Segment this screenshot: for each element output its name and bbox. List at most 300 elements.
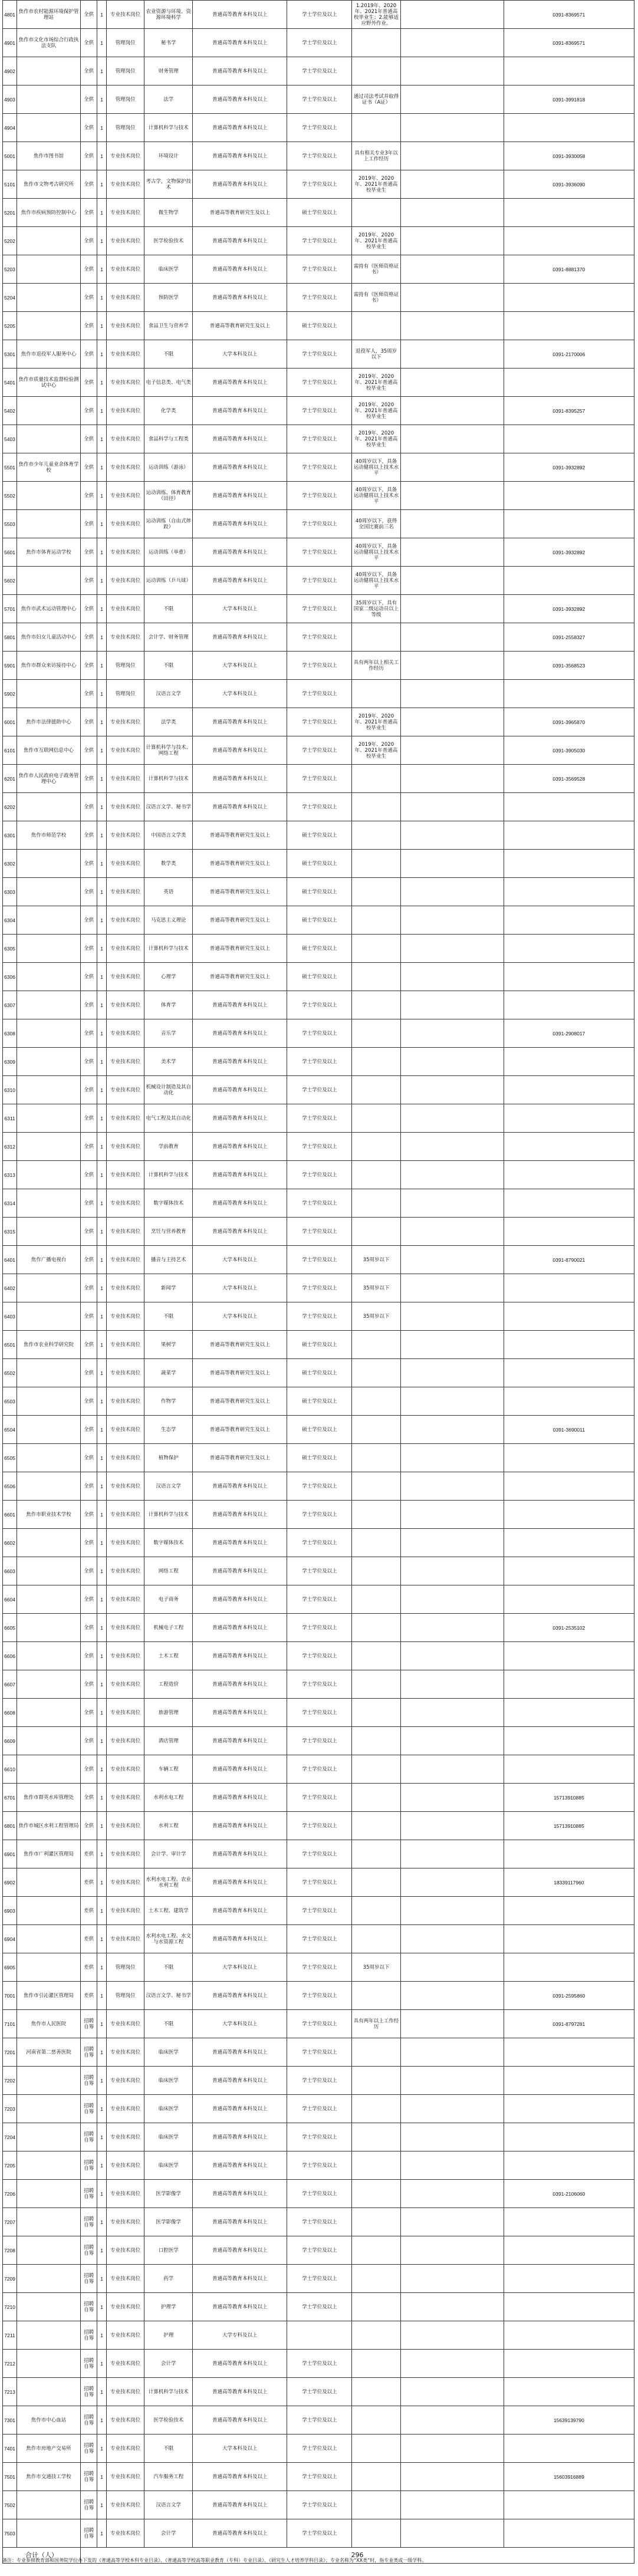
cell-count: 1: [97, 821, 107, 850]
table-row: [3, 1274, 634, 1302]
cell-kind: 全供: [81, 1614, 97, 1642]
cell-code: 5403: [3, 425, 17, 453]
cell-code: 4904: [3, 114, 17, 142]
cell-code: 5801: [3, 623, 17, 652]
cell-count: 1: [97, 2067, 107, 2095]
cell-major: 普通高等教育研究生及以上: [193, 199, 287, 227]
cell-major: 普通高等教育本科及以上: [193, 1868, 287, 1897]
cell-category: 专业技术岗位: [107, 482, 144, 510]
cell-category: 专业技术岗位: [107, 567, 144, 595]
cell-degree: [352, 2321, 400, 2350]
cell-phone: [504, 1840, 634, 1868]
cell-degree: [352, 878, 400, 906]
cell-category: 管理岗位: [107, 85, 144, 114]
cell-degree: [352, 680, 400, 708]
cell-kind: 全供: [81, 680, 97, 708]
footnote: 备注：专业参照教育部和国务院学位办下发的《普通高等学校本科专业目录》、《普通高等学校高等职业教育（专科）专业目录》、《研究生人才培养学科目录》；专业名称为“XX类”时，指专业类或一级学科。: [2, 2558, 427, 2563]
cell-other: [400, 1246, 504, 1274]
cell-category: 管理岗位: [107, 680, 144, 708]
cell-unit: [17, 85, 81, 114]
cell-category: 专业技术岗位: [107, 935, 144, 963]
cell-major: 普通高等教育本科及以上: [193, 1104, 287, 1133]
cell-major: 普通高等教育本科及以上: [193, 765, 287, 793]
cell-education: 学士学位及以上: [287, 2265, 352, 2293]
cell-count: 1: [97, 1359, 107, 1387]
cell-post: 新闻学: [144, 1274, 193, 1302]
cell-post: 化学类: [144, 397, 193, 425]
cell-post: 不限: [144, 2434, 193, 2463]
cell-code: 6602: [3, 1529, 17, 1557]
cell-education: 学士学位及以上: [287, 284, 352, 312]
cell-post: 心理学: [144, 963, 193, 991]
cell-unit: 焦作市妇女儿童活动中心: [17, 623, 81, 652]
cell-post: 运动训练（举重）: [144, 538, 193, 567]
cell-degree: 40周岁以下，具备运动健将以上技术水平: [352, 567, 400, 595]
cell-other: [400, 1076, 504, 1104]
table-row: [3, 2463, 634, 2491]
cell-degree: 2019年、2020年、2021年普通高校毕业生: [352, 736, 400, 765]
cell-degree: [352, 1614, 400, 1642]
cell-unit: 焦作市引沁灌区管理局: [17, 1982, 81, 2010]
cell-education: 学士学位及以上: [287, 453, 352, 482]
table-row: [3, 2151, 634, 2180]
table-row: [3, 1218, 634, 1246]
cell-post: 临床医学: [144, 2151, 193, 2180]
cell-count: 1: [97, 991, 107, 1019]
cell-degree: [352, 1019, 400, 1048]
table-row: [3, 850, 634, 878]
table-row: [3, 652, 634, 680]
cell-phone: 15603916889: [504, 2463, 634, 2491]
cell-post: 医学影像学: [144, 2180, 193, 2208]
cell-degree: [352, 2123, 400, 2151]
cell-unit: [17, 114, 81, 142]
cell-education: 学士学位及以上: [287, 29, 352, 57]
table-row: [3, 1642, 634, 1670]
cell-count: 1: [97, 963, 107, 991]
cell-phone: [504, 1302, 634, 1331]
cell-other: [400, 2236, 504, 2265]
table-row: [3, 1868, 634, 1897]
cell-kind: 全供: [81, 1161, 97, 1189]
cell-other: [400, 1444, 504, 1472]
cell-education: 学士学位及以上: [287, 1897, 352, 1925]
cell-other: [400, 340, 504, 369]
table-row: [3, 1925, 634, 1953]
cell-degree: [352, 2038, 400, 2067]
cell-education: 学士学位及以上: [287, 2151, 352, 2180]
cell-phone: 0391-8797281: [504, 2010, 634, 2038]
cell-education: 学士学位及以上: [287, 1076, 352, 1104]
cell-major: 普通高等教育研究生及以上: [193, 312, 287, 340]
cell-education: 学士学位及以上: [287, 680, 352, 708]
cell-kind: 招聘自筹: [81, 2265, 97, 2293]
table-row: [3, 1076, 634, 1104]
cell-major: 普通高等教育本科及以上: [193, 2378, 287, 2406]
cell-code: 7208: [3, 2236, 17, 2265]
cell-category: 专业技术岗位: [107, 1840, 144, 1868]
cell-kind: 招聘自筹: [81, 2067, 97, 2095]
cell-count: 1: [97, 1840, 107, 1868]
cell-education: [287, 2321, 352, 2350]
cell-phone: [504, 1670, 634, 1699]
cell-other: [400, 538, 504, 567]
cell-major: 普通高等教育本科及以上: [193, 114, 287, 142]
cell-major: 普通高等教育本科及以上: [193, 142, 287, 170]
cell-major: 普通高等教育本科及以上: [193, 538, 287, 567]
cell-category: 专业技术岗位: [107, 2350, 144, 2378]
cell-code: 7201: [3, 2038, 17, 2067]
cell-major: 普通高等教育本科及以上: [193, 991, 287, 1019]
cell-other: [400, 1359, 504, 1387]
cell-category: 管理岗位: [107, 29, 144, 57]
cell-major: 普通高等教育本科及以上: [193, 369, 287, 397]
cell-kind: 全供: [81, 1755, 97, 1784]
cell-other: [400, 482, 504, 510]
cell-education: 学士学位及以上: [287, 482, 352, 510]
cell-education: 学士学位及以上: [287, 1614, 352, 1642]
cell-other: [400, 142, 504, 170]
cell-other: [400, 1840, 504, 1868]
total-label: 合计（人）: [3, 2548, 81, 2564]
cell-unit: [17, 1359, 81, 1387]
cell-code: 7211: [3, 2321, 17, 2350]
cell-phone: 0391-8369571: [504, 1, 634, 29]
cell-post: 音乐学: [144, 1019, 193, 1048]
cell-code: 7210: [3, 2293, 17, 2321]
cell-major: 普通高等教育本科及以上: [193, 29, 287, 57]
table-row: [3, 2378, 634, 2406]
cell-post: 临床医学: [144, 2038, 193, 2067]
cell-other: [400, 963, 504, 991]
cell-category: 专业技术岗位: [107, 1812, 144, 1840]
cell-code: 6501: [3, 1331, 17, 1359]
cell-post: 考古学，文物保护技术: [144, 170, 193, 199]
cell-kind: 全供: [81, 878, 97, 906]
cell-code: 5101: [3, 170, 17, 199]
cell-count: 1: [97, 482, 107, 510]
cell-phone: [504, 1642, 634, 1670]
cell-code: 5401: [3, 369, 17, 397]
cell-major: 普通高等教育本科及以上: [193, 1812, 287, 1840]
cell-count: 1: [97, 1218, 107, 1246]
cell-count: 1: [97, 1982, 107, 2010]
cell-code: 5001: [3, 142, 17, 170]
cell-count: 1: [97, 1953, 107, 1982]
cell-kind: 差供: [81, 1953, 97, 1982]
cell-other: [400, 736, 504, 765]
cell-code: 5203: [3, 255, 17, 284]
cell-code: 6302: [3, 850, 17, 878]
cell-degree: [352, 2265, 400, 2293]
cell-post: 不限: [144, 2010, 193, 2038]
table-row: [3, 623, 634, 652]
cell-category: 专业技术岗位: [107, 340, 144, 369]
cell-education: 学士学位及以上: [287, 793, 352, 821]
cell-education: 学士学位及以上: [287, 1642, 352, 1670]
cell-degree: 40周岁以下，具备运动健将以上技术水平: [352, 538, 400, 567]
cell-phone: [504, 2151, 634, 2180]
cell-unit: 焦作市职业技术学校: [17, 1501, 81, 1529]
cell-category: 专业技术岗位: [107, 1218, 144, 1246]
cell-degree: [352, 1529, 400, 1557]
cell-count: 1: [97, 1444, 107, 1472]
cell-post: 计算机科学与技术、网络工程: [144, 736, 193, 765]
cell-other: [400, 906, 504, 935]
cell-other: [400, 1642, 504, 1670]
cell-kind: 全供: [81, 623, 97, 652]
table-row: [3, 227, 634, 255]
cell-major: 普通高等教育研究生及以上: [193, 1387, 287, 1416]
table-row: [3, 1444, 634, 1472]
cell-code: 6901: [3, 1840, 17, 1868]
cell-post: 机械电子工程: [144, 1614, 193, 1642]
cell-other: [400, 1699, 504, 1727]
cell-count: 1: [97, 652, 107, 680]
cell-degree: [352, 1897, 400, 1925]
cell-category: 专业技术岗位: [107, 1755, 144, 1784]
cell-kind: 全供: [81, 340, 97, 369]
cell-category: 专业技术岗位: [107, 1727, 144, 1755]
cell-major: 普通高等教育本科及以上: [193, 2463, 287, 2491]
cell-major: 普通高等教育本科及以上: [193, 1501, 287, 1529]
cell-post: 汉语言文学: [144, 2491, 193, 2519]
cell-code: 7401: [3, 2434, 17, 2463]
cell-count: 1: [97, 1925, 107, 1953]
cell-major: 普通高等教育本科及以上: [193, 255, 287, 284]
cell-code: 6314: [3, 1189, 17, 1218]
cell-unit: 焦作市武术运动管理中心: [17, 595, 81, 623]
table-row: [3, 2406, 634, 2434]
cell-kind: 全供: [81, 991, 97, 1019]
cell-category: 专业技术岗位: [107, 538, 144, 567]
cell-unit: [17, 1444, 81, 1472]
cell-count: 1: [97, 595, 107, 623]
cell-category: 专业技术岗位: [107, 2010, 144, 2038]
cell-degree: [352, 1784, 400, 1812]
cell-count: 1: [97, 510, 107, 538]
cell-category: 专业技术岗位: [107, 510, 144, 538]
cell-major: 普通高等教育研究生及以上: [193, 1359, 287, 1387]
cell-education: 学士学位及以上: [287, 1302, 352, 1331]
cell-degree: [352, 1557, 400, 1585]
cell-kind: 全供: [81, 1784, 97, 1812]
cell-post: 计算机科学与技术: [144, 1161, 193, 1189]
cell-unit: [17, 1472, 81, 1501]
cell-unit: [17, 1699, 81, 1727]
cell-category: 管理岗位: [107, 652, 144, 680]
cell-unit: 焦作市质量技术监督检验测试中心: [17, 369, 81, 397]
cell-kind: 全供: [81, 963, 97, 991]
table-row: [3, 1189, 634, 1218]
cell-degree: [352, 2350, 400, 2378]
cell-degree: [352, 1925, 400, 1953]
cell-post: 会计学: [144, 2519, 193, 2548]
cell-other: [400, 57, 504, 85]
cell-other: [400, 821, 504, 850]
cell-education: 学士学位及以上: [287, 2378, 352, 2406]
cell-unit: 焦作市文物考古研究所: [17, 170, 81, 199]
cell-unit: [17, 1019, 81, 1048]
cell-phone: 0391-8395257: [504, 397, 634, 425]
total-value: 296: [81, 2548, 634, 2564]
cell-kind: 招聘自筹: [81, 2038, 97, 2067]
cell-kind: 招聘自筹: [81, 2095, 97, 2123]
table-row: [3, 2208, 634, 2236]
cell-category: 专业技术岗位: [107, 1529, 144, 1557]
cell-phone: [504, 680, 634, 708]
cell-post: 运动训练、体育教育（田径）: [144, 482, 193, 510]
cell-other: [400, 2038, 504, 2067]
cell-phone: [504, 567, 634, 595]
cell-code: 5202: [3, 227, 17, 255]
cell-category: 专业技术岗位: [107, 1614, 144, 1642]
cell-education: 学士学位及以上: [287, 567, 352, 595]
cell-post: 农业资源与环境、资源环境科学: [144, 1, 193, 29]
cell-category: 专业技术岗位: [107, 1784, 144, 1812]
cell-category: 专业技术岗位: [107, 1019, 144, 1048]
cell-category: 专业技术岗位: [107, 2293, 144, 2321]
cell-category: 专业技术岗位: [107, 736, 144, 765]
cell-category: 专业技术岗位: [107, 199, 144, 227]
cell-major: 普通高等教育本科及以上: [193, 1, 287, 29]
cell-code: 6608: [3, 1699, 17, 1727]
cell-education: 学士学位及以上: [287, 114, 352, 142]
cell-post: 果树学: [144, 1331, 193, 1359]
cell-major: 普通高等教育本科及以上: [193, 1670, 287, 1699]
cell-kind: 全供: [81, 1076, 97, 1104]
cell-code: 6301: [3, 821, 17, 850]
cell-degree: 2019年、2020年、2021年普通高校毕业生: [352, 227, 400, 255]
cell-degree: [352, 1727, 400, 1755]
cell-major: 普通高等教育本科及以上: [193, 2491, 287, 2519]
cell-education: 硕士学位及以上: [287, 1387, 352, 1416]
cell-kind: 全供: [81, 1699, 97, 1727]
cell-category: 专业技术岗位: [107, 1444, 144, 1472]
cell-post: 不限: [144, 652, 193, 680]
table-row: [3, 2321, 634, 2350]
cell-unit: [17, 284, 81, 312]
cell-kind: 全供: [81, 29, 97, 57]
table-row: [3, 708, 634, 736]
cell-education: 硕士学位及以上: [287, 850, 352, 878]
cell-other: [400, 567, 504, 595]
cell-category: 专业技术岗位: [107, 765, 144, 793]
cell-other: [400, 453, 504, 482]
cell-category: 专业技术岗位: [107, 1302, 144, 1331]
cell-kind: 全供: [81, 1670, 97, 1699]
cell-education: 学士学位及以上: [287, 2067, 352, 2095]
cell-post: 口腔医学: [144, 2236, 193, 2265]
cell-other: [400, 1557, 504, 1585]
cell-education: 学士学位及以上: [287, 2463, 352, 2491]
cell-category: 专业技术岗位: [107, 1699, 144, 1727]
cell-category: 专业技术岗位: [107, 397, 144, 425]
cell-post: 环境设计: [144, 142, 193, 170]
table-row: [3, 284, 634, 312]
cell-phone: 0391-3930058: [504, 142, 634, 170]
cell-code: 5201: [3, 199, 17, 227]
cell-degree: [352, 1501, 400, 1529]
cell-kind: 全供: [81, 453, 97, 482]
cell-category: 专业技术岗位: [107, 1868, 144, 1897]
cell-kind: 全供: [81, 1501, 97, 1529]
table-row: [3, 340, 634, 369]
cell-count: 1: [97, 2123, 107, 2151]
table-row: [3, 85, 634, 114]
cell-degree: [352, 765, 400, 793]
cell-count: 1: [97, 1387, 107, 1416]
table-row: [3, 114, 634, 142]
cell-post: 土木工程: [144, 1642, 193, 1670]
cell-unit: [17, 1585, 81, 1614]
cell-code: 6313: [3, 1161, 17, 1189]
cell-kind: 招聘自筹: [81, 2434, 97, 2463]
cell-code: 7301: [3, 2406, 17, 2434]
cell-education: 学士学位及以上: [287, 1246, 352, 1274]
cell-phone: 15639139790: [504, 2406, 634, 2434]
cell-kind: 全供: [81, 57, 97, 85]
cell-phone: [504, 425, 634, 453]
cell-other: [400, 510, 504, 538]
cell-category: 专业技术岗位: [107, 453, 144, 482]
cell-kind: 全供: [81, 1387, 97, 1416]
cell-unit: [17, 1868, 81, 1897]
cell-code: 7207: [3, 2208, 17, 2236]
cell-unit: [17, 2236, 81, 2265]
cell-phone: [504, 821, 634, 850]
cell-major: 普通高等教育本科及以上: [193, 2095, 287, 2123]
cell-major: 普通高等教育本科及以上: [193, 793, 287, 821]
cell-kind: 全供: [81, 906, 97, 935]
cell-code: 6607: [3, 1670, 17, 1699]
cell-post: 播音与主持艺术: [144, 1246, 193, 1274]
cell-education: 学士学位及以上: [287, 2350, 352, 2378]
cell-unit: [17, 2208, 81, 2236]
cell-degree: [352, 1387, 400, 1416]
cell-count: 1: [97, 2434, 107, 2463]
cell-unit: [17, 1529, 81, 1557]
cell-category: 专业技术岗位: [107, 1246, 144, 1274]
cell-major: 普通高等教育研究生及以上: [193, 1416, 287, 1444]
cell-unit: [17, 1218, 81, 1246]
cell-phone: 0391-8790021: [504, 1246, 634, 1274]
cell-category: 专业技术岗位: [107, 2491, 144, 2519]
cell-count: 1: [97, 2463, 107, 2491]
cell-major: 大学本科及以上: [193, 1953, 287, 1982]
cell-degree: [352, 2151, 400, 2180]
cell-degree: 35周岁以下: [352, 1302, 400, 1331]
cell-post: 英语: [144, 878, 193, 906]
cell-other: [400, 850, 504, 878]
cell-kind: 差供: [81, 1925, 97, 1953]
cell-major: 普通高等教育本科及以上: [193, 482, 287, 510]
cell-code: 5301: [3, 340, 17, 369]
cell-education: 学士学位及以上: [287, 425, 352, 453]
cell-post: 汉语言文学: [144, 1472, 193, 1501]
cell-category: 专业技术岗位: [107, 2406, 144, 2434]
cell-post: 秘书学: [144, 29, 193, 57]
cell-major: 普通高等教育本科及以上: [193, 510, 287, 538]
cell-kind: 差供: [81, 1840, 97, 1868]
cell-major: 普通高等教育本科及以上: [193, 2236, 287, 2265]
table-row: [3, 2491, 634, 2519]
cell-post: 生态学: [144, 1416, 193, 1444]
cell-unit: 焦作市群英水库管理处: [17, 1784, 81, 1812]
cell-count: 1: [97, 736, 107, 765]
cell-category: 专业技术岗位: [107, 708, 144, 736]
cell-phone: [504, 1925, 634, 1953]
